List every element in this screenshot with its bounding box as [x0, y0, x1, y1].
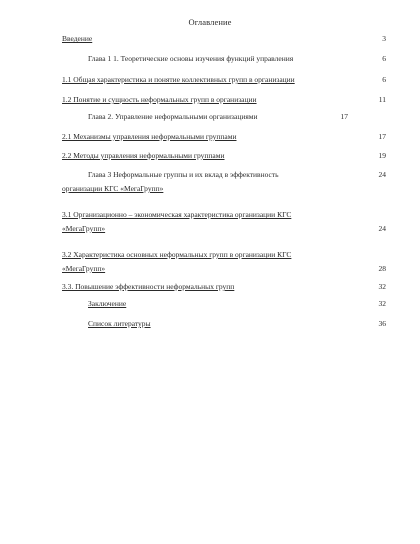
toc-page-number: 11	[378, 95, 386, 104]
toc-page-number: 24	[378, 224, 386, 233]
toc-entry-text: Глава 3 Неформальные группы и их вклад в эффективность	[88, 170, 279, 179]
toc-page-number: 32	[378, 299, 386, 308]
toc-entry-text: 3.2 Характеристика основных неформальных групп в организации КГС	[62, 250, 292, 259]
toc-entry[interactable]	[62, 263, 105, 274]
toc-entry[interactable]	[88, 298, 126, 309]
toc-entry[interactable]	[62, 223, 105, 234]
toc-entry-text: организации КГС «МегаГрупп»	[62, 184, 164, 193]
toc-page-number: 32	[378, 282, 386, 291]
toc-entry-text: Глава 1 1. Теоретические основы изучения функций управления	[88, 54, 294, 63]
toc-entry[interactable]	[62, 150, 225, 161]
toc-page-number: 24	[378, 170, 386, 179]
toc-entry[interactable]	[62, 131, 237, 142]
toc-entry-text: «МегаГрупп»	[62, 224, 106, 233]
toc-entry-text: 1.1 Общая характеристика и понятие коллективных групп в организации	[62, 75, 295, 84]
toc-entry[interactable]	[62, 249, 291, 260]
toc-page-number: 17	[378, 132, 386, 141]
toc-entry-text: Список литературы	[88, 319, 151, 328]
toc-page-number: 3	[382, 34, 386, 43]
toc-entry-text: 2.2 Методы управления неформальными группами	[62, 151, 225, 160]
toc-page-number: 17	[340, 112, 348, 121]
toc-entry[interactable]	[62, 33, 92, 44]
toc-entry[interactable]	[62, 74, 295, 85]
toc-entry[interactable]	[88, 318, 151, 329]
toc-entry[interactable]	[88, 53, 293, 64]
toc-entry[interactable]	[62, 281, 234, 292]
toc-entry-text: 3.1 Организационно – экономическая характеристика организации КГС	[62, 210, 292, 219]
toc-page-number: 19	[378, 151, 386, 160]
toc-entry-text: Глава 2. Управление неформальными организациями	[88, 112, 258, 121]
toc-entry[interactable]	[62, 209, 291, 220]
toc-entry-text: 3.3. Повышение эффективности неформальных групп	[62, 282, 235, 291]
toc-entry[interactable]	[62, 183, 163, 194]
toc-entry[interactable]	[62, 94, 257, 105]
toc-page-number: 36	[378, 319, 386, 328]
toc-title: Оглавление	[188, 17, 232, 27]
toc-entry-text: 1.2 Понятие и сущность неформальных групп в организации	[62, 95, 257, 104]
toc-entry-text: Введение	[62, 34, 93, 43]
toc-page-number: 6	[382, 54, 386, 63]
toc-entry-text: 2.1 Механизмы управления неформальными группами	[62, 132, 237, 141]
toc-entry-text: Заключение	[88, 299, 127, 308]
toc-entry[interactable]	[88, 169, 279, 180]
toc-entry[interactable]	[88, 111, 258, 122]
toc-page-number: 6	[382, 75, 386, 84]
toc-page-number: 28	[378, 264, 386, 273]
toc-entry-text: «МегаГрупп»	[62, 264, 106, 273]
